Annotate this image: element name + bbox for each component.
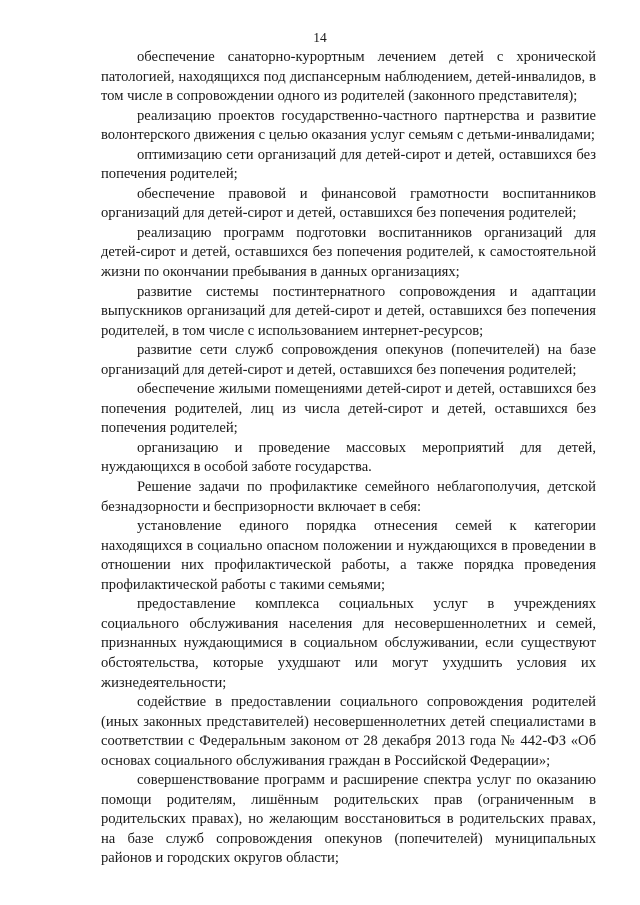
paragraph: развитие сети служб сопровождения опекунов (попечителей) на базе организаций для детей-сирот и детей, оставшихся без попечения родителей; (101, 342, 596, 378)
paragraph: реализацию программ подготовки воспитанников организаций для детей-сирот и детей, оставшихся без попечения родителей, к самостоятельной жизни по окончании пребывания в данных организациях; (101, 224, 596, 281)
paragraph: обеспечение санаторно-курортным лечением детей с хронической патологией, находящихся под диспансерным наблюдением, детей-инвалидов, в том числе в сопровождении одного из родителей (законного представителя); (101, 49, 596, 105)
paragraph: оптимизацию сети организаций для детей-сирот и детей, оставшихся без попечения родителей; (101, 146, 596, 183)
paragraph: совершенствование программ и расширение спектра услуг по оказанию помощи родителям, лишённым родительских прав (ограниченным в родительских правах), но желающим восстановиться в родительских правах, на базе служб сопровождения опекунов (попечителей) муниципальных районов и городских округов области; (101, 772, 596, 867)
paragraph: предоставление комплекса социальных услуг в учреждениях социального обслуживания населения для несовершеннолетних и семей, признанных нуждающимися в социальном обслуживании, если существуют обстоятельства, которые ухудшают или могут ухудшить условия их жизнедеятельности; (101, 596, 596, 691)
paragraph: реализацию проектов государственно-частного партнерства и развитие волонтерского движения с целью оказания услуг семьям с детьми-инвалидами; (101, 107, 596, 144)
paragraph: содействие в предоставлении социального сопровождения родителей (иных законных представителей) несовершеннолетних детей специалистами в соответствии с Федеральным законом от 28 декабря 2013 года № 442-ФЗ «Об основах социального обслуживания граждан в Российской Федерации»; (101, 694, 596, 769)
paragraph: обеспечение правовой и финансовой грамотности воспитанников организаций для детей-сирот и детей, оставшихся без попечения родителей; (101, 185, 596, 222)
document-body (101, 48, 596, 869)
paragraph: Решение задачи по профилактике семейного неблагополучия, детской безнадзорности и беспризорности включает в себя: (101, 479, 596, 515)
paragraph: развитие системы постинтернатного сопровождения и адаптации выпускников организаций для детей-сирот и детей, оставшихся без попечения родителей, в том числе с использованием интернет-ресурсов; (101, 283, 596, 339)
paragraph: обеспечение жилыми помещениями детей-сирот и детей, оставшихся без попечения родителей, лиц из числа детей-сирот и детей, оставшихся без попечения родителей; (101, 381, 596, 437)
paragraph: организацию и проведение массовых мероприятий для детей, нуждающихся в особой заботе государства. (101, 439, 596, 476)
page-number: 14 (313, 30, 327, 45)
paragraph: установление единого порядка отнесения семей к категории находящихся в социально опасном положении и нуждающихся в проведении в отношении них профилактической работы, а также порядка проведения профилактической работы с такими семьями; (101, 518, 596, 593)
